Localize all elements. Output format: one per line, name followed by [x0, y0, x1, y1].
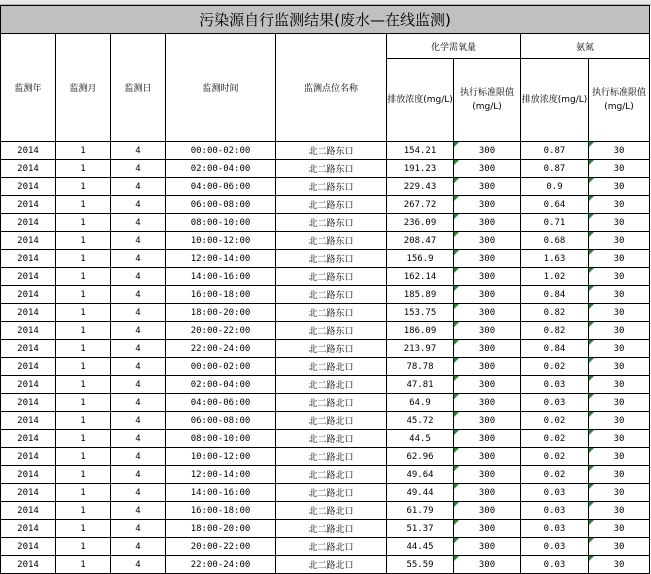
- cell-time[interactable]: 12:00-14:00: [166, 250, 276, 268]
- cell-time[interactable]: 08:00-10:00: [166, 430, 276, 448]
- cell-point[interactable]: 北二路东口: [276, 340, 387, 358]
- cell-point[interactable]: 北二路北口: [276, 484, 387, 502]
- cell-cod-conc[interactable]: 49.44: [387, 484, 454, 502]
- cell-time[interactable]: 18:00-20:00: [166, 304, 276, 322]
- table-row: [1, 322, 650, 340]
- cell-year[interactable]: 2014: [1, 178, 56, 196]
- cell-day[interactable]: 4: [111, 178, 166, 196]
- cell-time[interactable]: 14:00-16:00: [166, 268, 276, 286]
- cell-day[interactable]: 4: [111, 466, 166, 484]
- cell-month[interactable]: 1: [56, 214, 111, 232]
- cell-day[interactable]: 4: [111, 376, 166, 394]
- cell-nh3-limit[interactable]: 30: [589, 232, 650, 250]
- cell-month[interactable]: 1: [56, 376, 111, 394]
- cell-nh3-limit[interactable]: 30: [589, 340, 650, 358]
- cell-nh3-conc[interactable]: 0.03: [521, 376, 589, 394]
- cell-day[interactable]: 4: [111, 358, 166, 376]
- cell-cod-conc[interactable]: 49.64: [387, 466, 454, 484]
- cell-year[interactable]: 2014: [1, 196, 56, 214]
- cell-point[interactable]: 北二路北口: [276, 556, 387, 574]
- cell-nh3-limit[interactable]: 30: [589, 520, 650, 538]
- cell-cod-conc[interactable]: 154.21: [387, 142, 454, 160]
- cell-time[interactable]: 16:00-18:00: [166, 286, 276, 304]
- cell-point[interactable]: 北二路北口: [276, 538, 387, 556]
- cell-cod-conc[interactable]: 191.23: [387, 160, 454, 178]
- cell-nh3-conc[interactable]: 1.63: [521, 250, 589, 268]
- cell-time[interactable]: 02:00-04:00: [166, 160, 276, 178]
- cell-cod-limit[interactable]: 300: [454, 232, 521, 250]
- cell-year[interactable]: 2014: [1, 286, 56, 304]
- cell-cod-conc[interactable]: 208.47: [387, 232, 454, 250]
- cell-time[interactable]: 16:00-18:00: [166, 502, 276, 520]
- cell-nh3-limit[interactable]: 30: [589, 214, 650, 232]
- cell-nh3-limit[interactable]: 30: [589, 178, 650, 196]
- cell-point[interactable]: 北二路北口: [276, 520, 387, 538]
- cell-month[interactable]: 1: [56, 142, 111, 160]
- cell-cod-conc[interactable]: 186.09: [387, 322, 454, 340]
- cell-nh3-conc[interactable]: 0.02: [521, 412, 589, 430]
- cell-day[interactable]: 4: [111, 322, 166, 340]
- cell-nh3-limit[interactable]: 30: [589, 502, 650, 520]
- cell-month[interactable]: 1: [56, 286, 111, 304]
- cell-time[interactable]: 06:00-08:00: [166, 196, 276, 214]
- header-nh3-conc[interactable]: 排放浓度(mg/L): [521, 59, 589, 142]
- cell-time[interactable]: 12:00-14:00: [166, 466, 276, 484]
- cell-point[interactable]: 北二路东口: [276, 268, 387, 286]
- cell-point[interactable]: 北二路东口: [276, 142, 387, 160]
- cell-cod-conc[interactable]: 236.09: [387, 214, 454, 232]
- cell-nh3-conc[interactable]: 0.82: [521, 304, 589, 322]
- cell-day[interactable]: 4: [111, 538, 166, 556]
- table-row: [1, 196, 650, 214]
- cell-cod-conc[interactable]: 156.9: [387, 250, 454, 268]
- cell-nh3-conc[interactable]: 0.03: [521, 484, 589, 502]
- cell-cod-limit[interactable]: 300: [454, 376, 521, 394]
- cell-day[interactable]: 4: [111, 430, 166, 448]
- cell-cod-limit[interactable]: 300: [454, 412, 521, 430]
- cell-year[interactable]: 2014: [1, 556, 56, 574]
- cell-month[interactable]: 1: [56, 448, 111, 466]
- cell-day[interactable]: 4: [111, 286, 166, 304]
- header-cod-limit[interactable]: 执行标准限值(mg/L): [454, 59, 521, 142]
- cell-cod-conc[interactable]: 44.5: [387, 430, 454, 448]
- cell-month[interactable]: 1: [56, 178, 111, 196]
- cell-year[interactable]: 2014: [1, 520, 56, 538]
- cell-cod-limit[interactable]: 300: [454, 520, 521, 538]
- cell-month[interactable]: 1: [56, 196, 111, 214]
- cell-month[interactable]: 1: [56, 538, 111, 556]
- cell-time[interactable]: 20:00-22:00: [166, 322, 276, 340]
- cell-year[interactable]: 2014: [1, 502, 56, 520]
- cell-year[interactable]: 2014: [1, 214, 56, 232]
- cell-nh3-limit[interactable]: 30: [589, 250, 650, 268]
- table-row: [1, 466, 650, 484]
- cell-point[interactable]: 北二路北口: [276, 358, 387, 376]
- table-row: [1, 448, 650, 466]
- cell-nh3-limit[interactable]: 30: [589, 394, 650, 412]
- cell-cod-limit[interactable]: 300: [454, 196, 521, 214]
- cell-nh3-conc[interactable]: 0.03: [521, 520, 589, 538]
- cell-time[interactable]: 14:00-16:00: [166, 484, 276, 502]
- table-row: [1, 556, 650, 574]
- cell-month[interactable]: 1: [56, 412, 111, 430]
- cell-nh3-conc[interactable]: 0.03: [521, 556, 589, 574]
- cell-point[interactable]: 北二路北口: [276, 394, 387, 412]
- cell-year[interactable]: 2014: [1, 484, 56, 502]
- cell-nh3-limit[interactable]: 30: [589, 538, 650, 556]
- cell-cod-limit[interactable]: 300: [454, 322, 521, 340]
- table-row: [1, 412, 650, 430]
- cell-cod-limit[interactable]: 300: [454, 430, 521, 448]
- cell-nh3-limit[interactable]: 30: [589, 376, 650, 394]
- cell-point[interactable]: 北二路东口: [276, 214, 387, 232]
- cell-year[interactable]: 2014: [1, 250, 56, 268]
- cell-cod-limit[interactable]: 300: [454, 268, 521, 286]
- cell-nh3-conc[interactable]: 0.02: [521, 358, 589, 376]
- cell-cod-conc[interactable]: 162.14: [387, 268, 454, 286]
- cell-cod-limit[interactable]: 300: [454, 484, 521, 502]
- cell-nh3-limit[interactable]: 30: [589, 556, 650, 574]
- cell-cod-conc[interactable]: 45.72: [387, 412, 454, 430]
- cell-cod-limit[interactable]: 300: [454, 286, 521, 304]
- table-body: [1, 142, 650, 574]
- cell-month[interactable]: 1: [56, 430, 111, 448]
- cell-point[interactable]: 北二路东口: [276, 286, 387, 304]
- cell-year[interactable]: 2014: [1, 448, 56, 466]
- cell-year[interactable]: 2014: [1, 394, 56, 412]
- header-cod-conc[interactable]: 排放浓度(mg/L): [387, 59, 454, 142]
- cell-day[interactable]: 4: [111, 448, 166, 466]
- cell-month[interactable]: 1: [56, 250, 111, 268]
- cell-month[interactable]: 1: [56, 304, 111, 322]
- cell-day[interactable]: 4: [111, 340, 166, 358]
- spreadsheet: [0, 5, 651, 574]
- cell-nh3-conc[interactable]: 0.87: [521, 142, 589, 160]
- cell-nh3-limit[interactable]: 30: [589, 268, 650, 286]
- header-time[interactable]: 监测时间: [166, 34, 276, 142]
- cell-nh3-limit[interactable]: 30: [589, 466, 650, 484]
- table-row: [1, 160, 650, 178]
- cell-point[interactable]: 北二路北口: [276, 448, 387, 466]
- cell-day[interactable]: 4: [111, 196, 166, 214]
- cell-month[interactable]: 1: [56, 358, 111, 376]
- cell-time[interactable]: 04:00-06:00: [166, 178, 276, 196]
- cell-point[interactable]: 北二路东口: [276, 160, 387, 178]
- cell-month[interactable]: 1: [56, 340, 111, 358]
- cell-month[interactable]: 1: [56, 556, 111, 574]
- cell-time[interactable]: 02:00-04:00: [166, 376, 276, 394]
- cell-day[interactable]: 4: [111, 214, 166, 232]
- table-row: [1, 376, 650, 394]
- cell-year[interactable]: 2014: [1, 232, 56, 250]
- cell-cod-limit[interactable]: 300: [454, 340, 521, 358]
- cell-day[interactable]: 4: [111, 268, 166, 286]
- cell-nh3-limit[interactable]: 30: [589, 142, 650, 160]
- cell-cod-limit[interactable]: 300: [454, 160, 521, 178]
- cell-month[interactable]: 1: [56, 502, 111, 520]
- cell-time[interactable]: 20:00-22:00: [166, 538, 276, 556]
- cell-cod-limit[interactable]: 300: [454, 466, 521, 484]
- cell-cod-conc[interactable]: 229.43: [387, 178, 454, 196]
- cell-year[interactable]: 2014: [1, 430, 56, 448]
- table-row: [1, 502, 650, 520]
- cell-month[interactable]: 1: [56, 484, 111, 502]
- cell-point[interactable]: 北二路东口: [276, 250, 387, 268]
- cell-point[interactable]: 北二路北口: [276, 412, 387, 430]
- cell-nh3-limit[interactable]: 30: [589, 160, 650, 178]
- cell-cod-limit[interactable]: 300: [454, 538, 521, 556]
- monitoring-table: [0, 5, 650, 574]
- table-row: [1, 520, 650, 538]
- cell-day[interactable]: 4: [111, 142, 166, 160]
- cell-cod-limit[interactable]: 300: [454, 250, 521, 268]
- header-cod-group[interactable]: 化学需氧量: [387, 34, 521, 59]
- cell-nh3-conc[interactable]: 0.9: [521, 178, 589, 196]
- cell-time[interactable]: 06:00-08:00: [166, 412, 276, 430]
- cell-nh3-conc[interactable]: 1.02: [521, 268, 589, 286]
- cell-nh3-conc[interactable]: 0.02: [521, 466, 589, 484]
- table-row: [1, 142, 650, 160]
- table-row: [1, 268, 650, 286]
- cell-cod-conc[interactable]: 267.72: [387, 196, 454, 214]
- table-row: [1, 304, 650, 322]
- table-row: [1, 430, 650, 448]
- header-year[interactable]: 监测年: [1, 34, 56, 142]
- cell-cod-conc[interactable]: 153.75: [387, 304, 454, 322]
- cell-point[interactable]: 北二路东口: [276, 322, 387, 340]
- header-day[interactable]: 监测日: [111, 34, 166, 142]
- table-title[interactable]: 污染源自行监测结果(废水—在线监测): [1, 6, 650, 34]
- cell-cod-conc[interactable]: 64.9: [387, 394, 454, 412]
- cell-time[interactable]: 08:00-10:00: [166, 214, 276, 232]
- cell-nh3-conc[interactable]: 0.87: [521, 160, 589, 178]
- cell-point[interactable]: 北二路东口: [276, 178, 387, 196]
- cell-cod-conc[interactable]: 62.96: [387, 448, 454, 466]
- cell-nh3-conc[interactable]: 0.02: [521, 430, 589, 448]
- table-row: [1, 286, 650, 304]
- cell-day[interactable]: 4: [111, 484, 166, 502]
- cell-cod-limit[interactable]: 300: [454, 502, 521, 520]
- cell-nh3-limit[interactable]: 30: [589, 358, 650, 376]
- cell-year[interactable]: 2014: [1, 376, 56, 394]
- cell-day[interactable]: 4: [111, 502, 166, 520]
- cell-cod-limit[interactable]: 300: [454, 214, 521, 232]
- cell-point[interactable]: 北二路北口: [276, 430, 387, 448]
- cell-nh3-limit[interactable]: 30: [589, 286, 650, 304]
- cell-nh3-conc[interactable]: 0.03: [521, 394, 589, 412]
- table-row: [1, 250, 650, 268]
- cell-month[interactable]: 1: [56, 394, 111, 412]
- cell-month[interactable]: 1: [56, 160, 111, 178]
- cell-day[interactable]: 4: [111, 160, 166, 178]
- cell-cod-limit[interactable]: 300: [454, 142, 521, 160]
- table-row: [1, 358, 650, 376]
- cell-day[interactable]: 4: [111, 556, 166, 574]
- cell-nh3-conc[interactable]: 0.64: [521, 196, 589, 214]
- table-row: [1, 178, 650, 196]
- cell-year[interactable]: 2014: [1, 412, 56, 430]
- header-point[interactable]: 监测点位名称: [276, 34, 387, 142]
- cell-cod-limit[interactable]: 300: [454, 394, 521, 412]
- cell-month[interactable]: 1: [56, 322, 111, 340]
- table-row: [1, 340, 650, 358]
- cell-point[interactable]: 北二路东口: [276, 196, 387, 214]
- table-row: [1, 538, 650, 556]
- cell-day[interactable]: 4: [111, 394, 166, 412]
- cell-time[interactable]: 00:00-02:00: [166, 142, 276, 160]
- cell-year[interactable]: 2014: [1, 268, 56, 286]
- header-month[interactable]: 监测月: [56, 34, 111, 142]
- cell-cod-limit[interactable]: 300: [454, 178, 521, 196]
- cell-month[interactable]: 1: [56, 466, 111, 484]
- cell-year[interactable]: 2014: [1, 160, 56, 178]
- cell-nh3-conc[interactable]: 0.03: [521, 538, 589, 556]
- cell-nh3-limit[interactable]: 30: [589, 412, 650, 430]
- cell-year[interactable]: 2014: [1, 322, 56, 340]
- table-row: [1, 232, 650, 250]
- cell-time[interactable]: 00:00-02:00: [166, 358, 276, 376]
- cell-nh3-conc[interactable]: 0.82: [521, 322, 589, 340]
- cell-nh3-conc[interactable]: 0.84: [521, 286, 589, 304]
- cell-year[interactable]: 2014: [1, 340, 56, 358]
- cell-cod-conc[interactable]: 47.81: [387, 376, 454, 394]
- cell-cod-conc[interactable]: 213.97: [387, 340, 454, 358]
- cell-point[interactable]: 北二路东口: [276, 304, 387, 322]
- cell-nh3-limit[interactable]: 30: [589, 448, 650, 466]
- cell-year[interactable]: 2014: [1, 538, 56, 556]
- cell-nh3-conc[interactable]: 0.02: [521, 448, 589, 466]
- cell-nh3-conc[interactable]: 0.71: [521, 214, 589, 232]
- table-row: [1, 394, 650, 412]
- cell-point[interactable]: 北二路北口: [276, 376, 387, 394]
- header-nh3-limit[interactable]: 执行标准限值(mg/L): [589, 59, 650, 142]
- cell-month[interactable]: 1: [56, 268, 111, 286]
- cell-nh3-limit[interactable]: 30: [589, 304, 650, 322]
- cell-cod-limit[interactable]: 300: [454, 448, 521, 466]
- cell-cod-conc[interactable]: 44.45: [387, 538, 454, 556]
- header-nh3-group[interactable]: 氨氮: [521, 34, 650, 59]
- cell-time[interactable]: 18:00-20:00: [166, 520, 276, 538]
- cell-cod-limit[interactable]: 300: [454, 358, 521, 376]
- cell-nh3-conc[interactable]: 0.03: [521, 502, 589, 520]
- table-row: [1, 484, 650, 502]
- cell-nh3-limit[interactable]: 30: [589, 430, 650, 448]
- table-row: [1, 214, 650, 232]
- cell-cod-conc[interactable]: 78.78: [387, 358, 454, 376]
- cell-cod-conc[interactable]: 61.79: [387, 502, 454, 520]
- cell-year[interactable]: 2014: [1, 358, 56, 376]
- cell-day[interactable]: 4: [111, 250, 166, 268]
- cell-nh3-limit[interactable]: 30: [589, 322, 650, 340]
- cell-month[interactable]: 1: [56, 520, 111, 538]
- cell-day[interactable]: 4: [111, 520, 166, 538]
- cell-cod-limit[interactable]: 300: [454, 556, 521, 574]
- cell-cod-limit[interactable]: 300: [454, 304, 521, 322]
- cell-nh3-conc[interactable]: 0.68: [521, 232, 589, 250]
- cell-year[interactable]: 2014: [1, 142, 56, 160]
- cell-time[interactable]: 10:00-12:00: [166, 232, 276, 250]
- cell-point[interactable]: 北二路北口: [276, 502, 387, 520]
- cell-day[interactable]: 4: [111, 412, 166, 430]
- cell-nh3-limit[interactable]: 30: [589, 484, 650, 502]
- cell-cod-conc[interactable]: 185.89: [387, 286, 454, 304]
- cell-point[interactable]: 北二路东口: [276, 232, 387, 250]
- cell-time[interactable]: 04:00-06:00: [166, 394, 276, 412]
- cell-time[interactable]: 22:00-24:00: [166, 556, 276, 574]
- cell-nh3-conc[interactable]: 0.84: [521, 340, 589, 358]
- cell-day[interactable]: 4: [111, 304, 166, 322]
- cell-time[interactable]: 22:00-24:00: [166, 340, 276, 358]
- cell-month[interactable]: 1: [56, 232, 111, 250]
- cell-nh3-limit[interactable]: 30: [589, 196, 650, 214]
- cell-point[interactable]: 北二路北口: [276, 466, 387, 484]
- cell-time[interactable]: 10:00-12:00: [166, 448, 276, 466]
- cell-year[interactable]: 2014: [1, 304, 56, 322]
- cell-cod-conc[interactable]: 55.59: [387, 556, 454, 574]
- cell-day[interactable]: 4: [111, 232, 166, 250]
- cell-cod-conc[interactable]: 51.37: [387, 520, 454, 538]
- cell-year[interactable]: 2014: [1, 466, 56, 484]
